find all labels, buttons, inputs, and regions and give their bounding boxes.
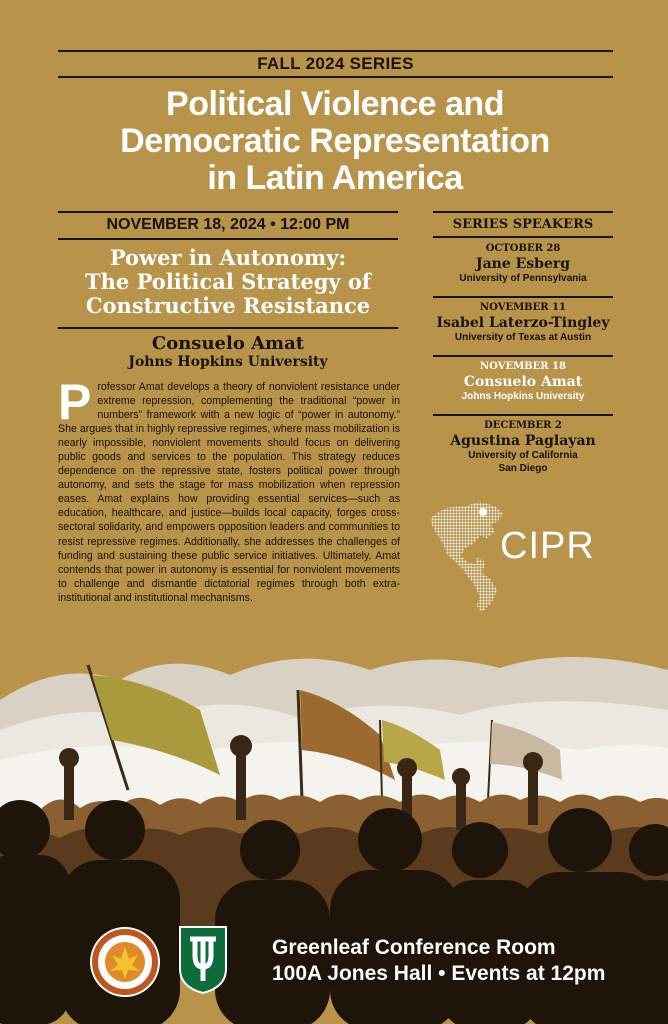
venue-info	[272, 935, 605, 987]
talk-title-line: Constructive Resistance	[85, 293, 371, 318]
speaker-entry-affiliation: University of Texas at Austin	[454, 332, 592, 343]
speaker-entry-current	[433, 361, 613, 403]
stone-center-seal-logo	[88, 925, 162, 999]
speaker-date: NOVEMBER 11	[480, 302, 566, 313]
speaker-date: DECEMBER 2	[484, 420, 562, 431]
series-rule	[58, 76, 613, 78]
speaker-date: NOVEMBER 18	[480, 361, 566, 372]
abstract-text: rofessor Amat develops a theory of nonviolent resistance under extreme repression, complementing the traditional “power in numbers” framework with a new logic of “power in autonomy.” She argues that in highly repressive regimes, where mass mobilization is nearly impossible, nonviolent movements should focus on delivering public goods and services to the population. This strategy reduces dependence on the repressive state, fosters political power through autonomy, and sets the stage for mass mobilization when repression eases. Amat explains how providing essential services—such as education, healthcare, and justice—builds local capacity, forges cross-sectoral solidarity, and empowers opposition leaders and communities to resist repressive regimes. Additionally, she addresses the challenges of funding and sustaining these public service initiatives. Ultimately, Amat contends that power in autonomy is essential for nonviolent movements to challenge and dismantle dictatorial regimes through both extra-institutional and institutional mechanisms.	[58, 381, 400, 604]
speaker-entry	[433, 302, 613, 344]
tulane-shield-logo	[178, 925, 228, 995]
venue-location: 100A Jones Hall • Events at 12pm	[272, 962, 606, 985]
speaker-entry-affiliation: University of California	[468, 450, 578, 461]
main-title-line: Democratic Representation	[120, 122, 550, 160]
speaker-divider	[433, 355, 613, 357]
speaker-date: OCTOBER 28	[485, 243, 561, 254]
cipr-logo-text: CIPR	[500, 525, 595, 567]
abstract	[58, 374, 400, 605]
speaker-divider	[433, 414, 613, 416]
event-date-time: NOVEMBER 18, 2024 • 12:00 PM	[106, 216, 350, 233]
speaker-name: Consuelo Amat	[151, 333, 305, 354]
main-title-line: in Latin America	[207, 159, 463, 197]
talk-title-line: The Political Strategy of	[85, 269, 371, 294]
series-label: FALL 2024 SERIES	[257, 54, 414, 73]
date-rule-bottom	[58, 238, 398, 240]
speaker-entry-name: Jane Esberg	[475, 256, 571, 272]
speaker-entry-name: Consuelo Amat	[463, 374, 583, 390]
speaker-entry	[433, 243, 613, 285]
speaker-entry-name: Agustina Paglayan	[450, 433, 596, 449]
main-title	[40, 86, 630, 197]
talk-title-line: Power in Autonomy:	[109, 245, 347, 270]
drop-cap: P	[58, 374, 92, 430]
series-speakers-heading: SERIES SPEAKERS	[452, 217, 594, 232]
speaker-entry-name: Isabel Laterzo-Tingley	[436, 315, 610, 331]
top-rule	[58, 50, 613, 52]
speaker-entry-affiliation-2: San Diego	[498, 463, 548, 474]
speaker-entry-affiliation: University of Pennsylvania	[459, 273, 587, 284]
main-title-line: Political Violence and	[166, 85, 504, 123]
date-rule-top	[58, 211, 398, 213]
speaker-divider	[433, 296, 613, 298]
speaker-entry	[433, 420, 613, 475]
speaker-entry-affiliation: Johns Hopkins University	[461, 391, 585, 402]
speaker-rule	[58, 327, 398, 329]
talk-title	[58, 246, 398, 318]
venue-name: Greenleaf Conference Room	[272, 936, 556, 959]
sidebar-rule	[433, 236, 613, 238]
speaker-affiliation: Johns Hopkins University	[128, 354, 328, 370]
sidebar-rule	[433, 211, 613, 213]
